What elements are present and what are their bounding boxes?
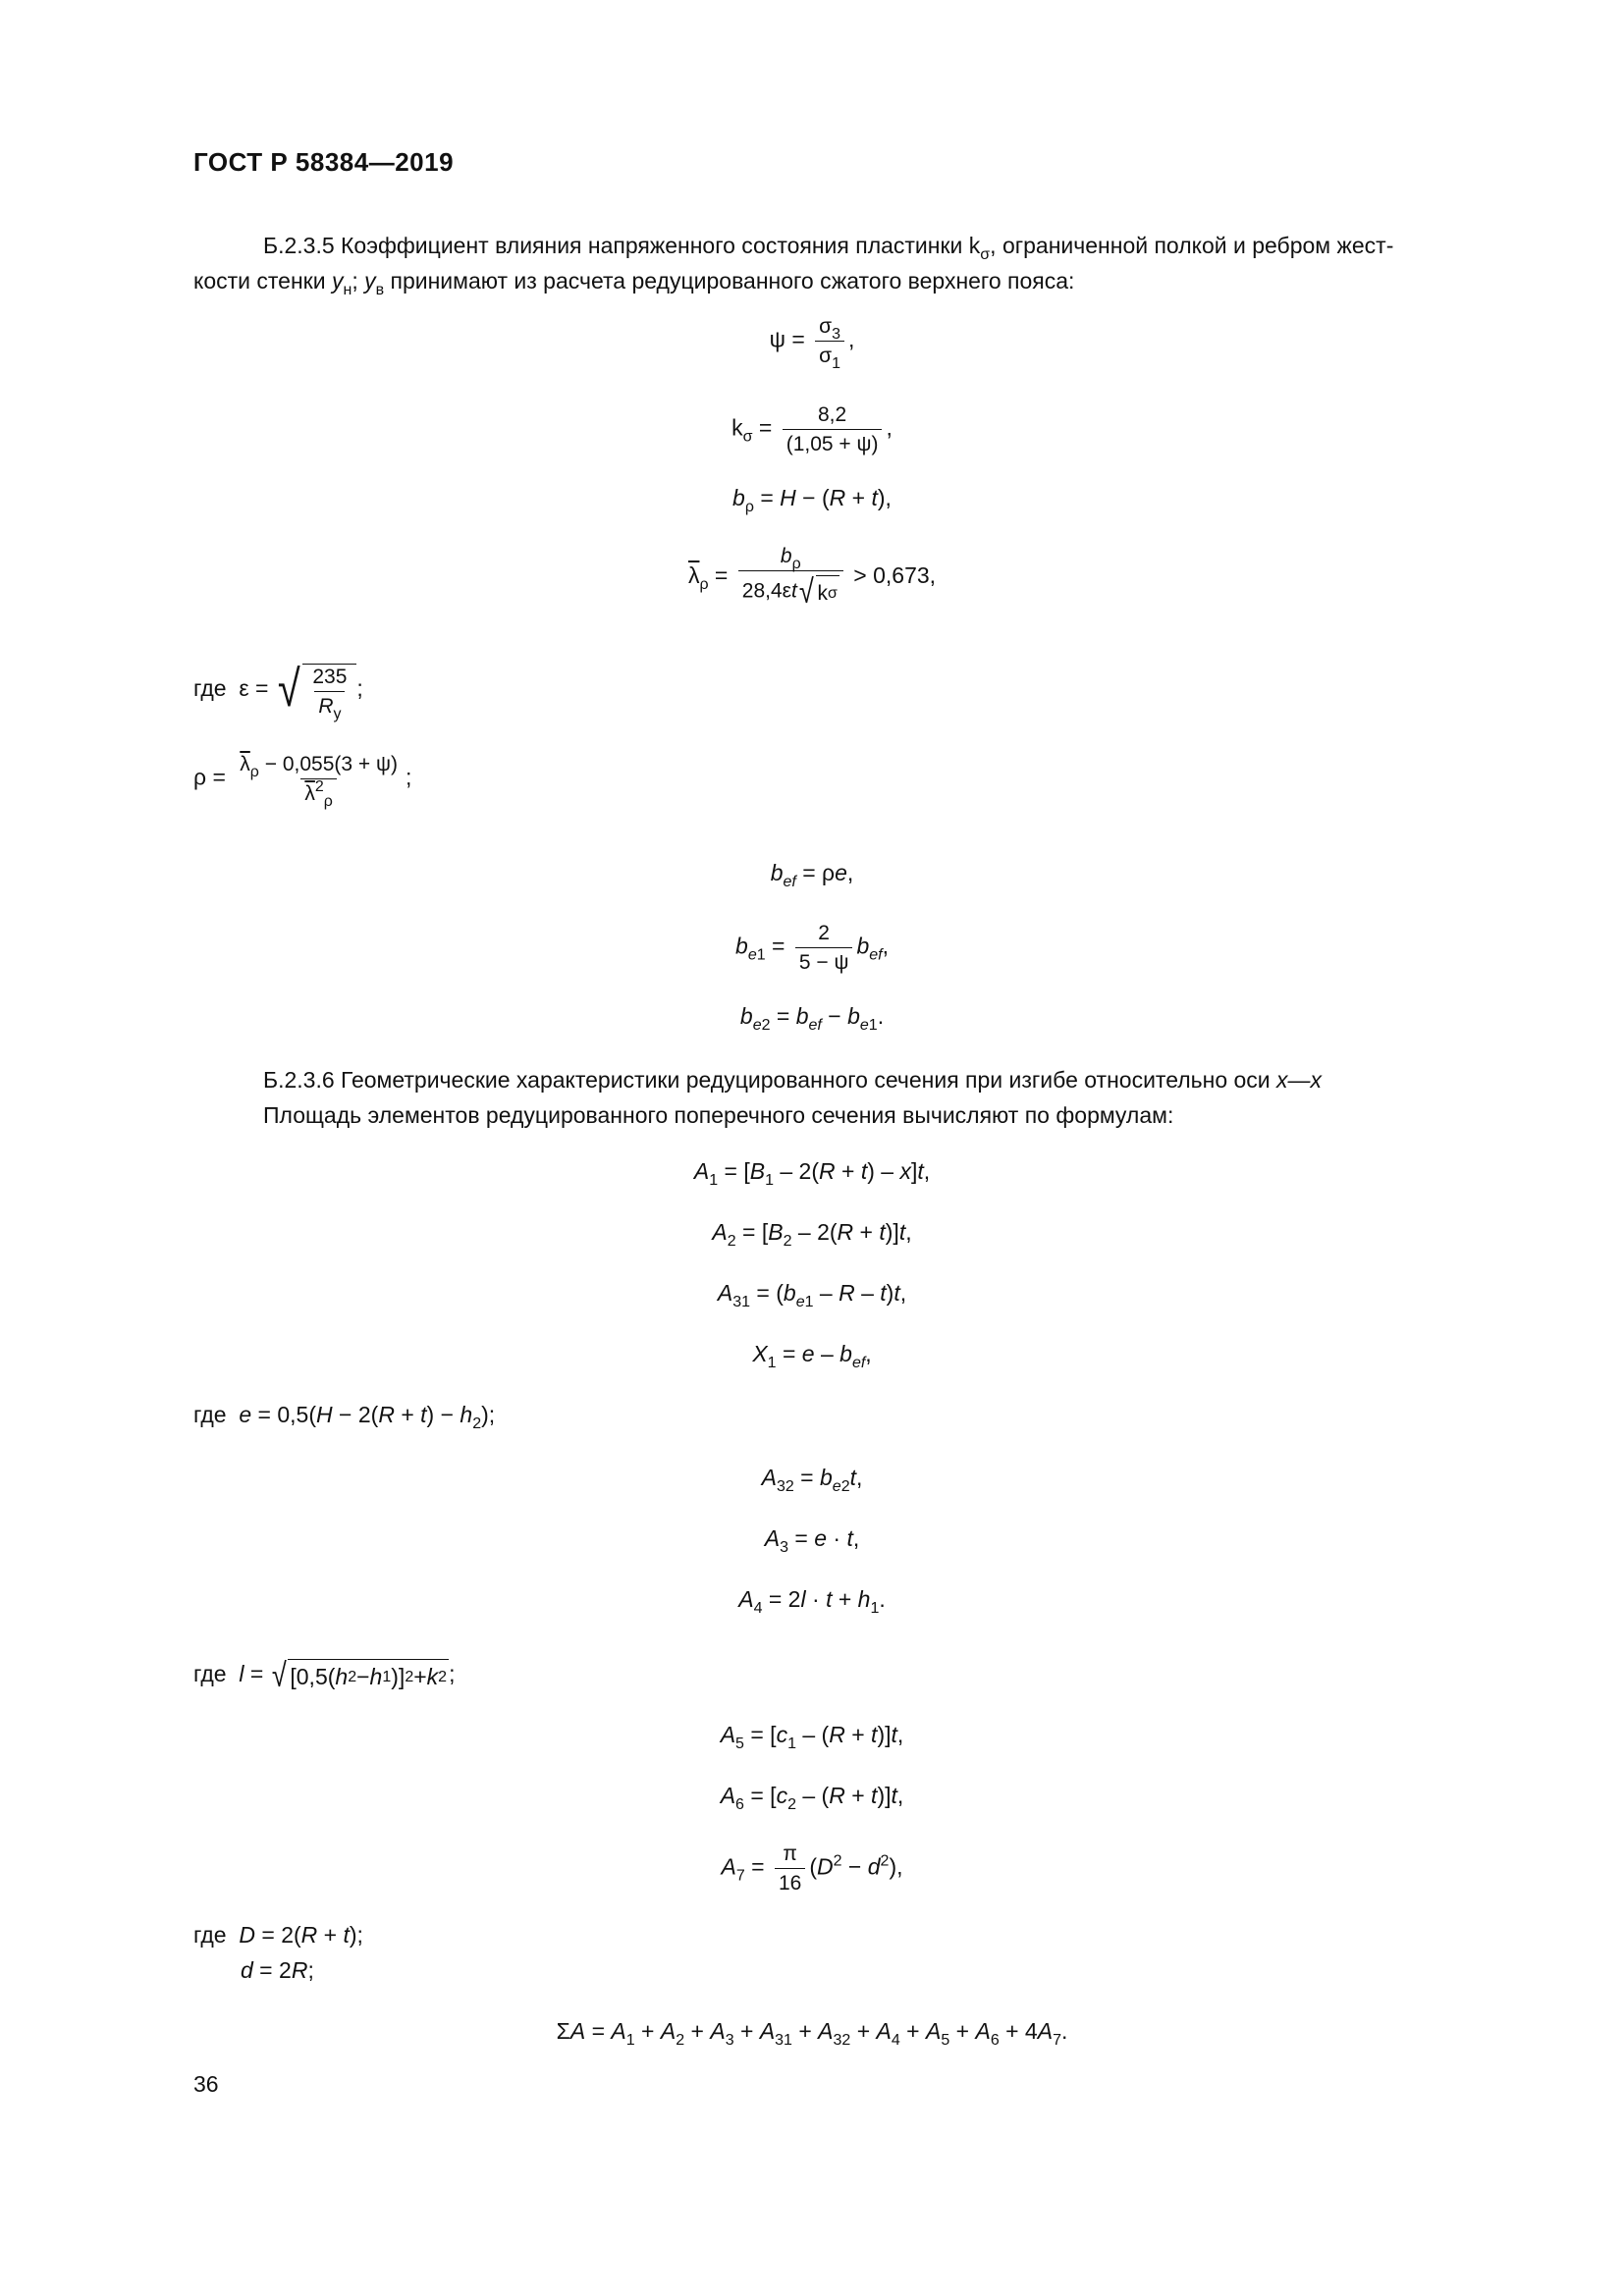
page-number: 36 <box>193 2071 219 2097</box>
formula-sum-a: $\Sigma A = A_1 + A_2 + A_3 + A_{31} + A_{32} + A_4 + A_5 + A_6 + 4A_7$. <box>556 2018 1068 2049</box>
formula-a6: $A_6 = [c_2 - (R + t)]t$, <box>720 1783 904 1813</box>
formula-a3: $A_3 = e \cdot t$, <box>764 1525 860 1556</box>
formula-l: где l = √ [0,5( h 2 − h 1 )] 2 + k 2 ; <box>193 1657 456 1694</box>
formula-b-ef: $b_{ef} = \rho e$, <box>770 860 854 890</box>
formula-a32: $A_{32} = b_{e2}t$, <box>761 1465 863 1495</box>
formula-psi: ψ = $\frac{\sigma_3}{\sigma_1}$ , <box>769 315 855 372</box>
formula-b-e2: $b_{e2} = b_{ef} - b_{e1}$. <box>739 1003 885 1034</box>
formula-a1: $A_1 = [B_1 - 2(R + t) - x]t$, <box>693 1158 931 1189</box>
formula-x1: $X_1 = e - b_{ef}$, <box>752 1341 872 1371</box>
formula-lambda: $\overline{\lambda}_\rho$ = $b_\rho$ 28,4εt √ k σ > 0,673, <box>687 545 937 611</box>
formula-d-small: d = 2R; <box>241 1957 314 1983</box>
paragraph-b236-line2: Площадь элементов редуцированного поперечного сечения вычисляют по формулам: <box>263 1102 1174 1128</box>
formula-a31: $A_{31} = (b_{e1} - R - t)t$, <box>717 1280 907 1310</box>
formula-k-sigma: $k_\sigma$ = $\frac{8,2}{(1,05 + \psi)}$ , <box>731 403 893 455</box>
paragraph-b235-line2: кости стенки $y_н$; $y_в$ принимают из расчета редуцированного сжатого верхнего пояса: <box>193 268 1075 298</box>
formula-rho: ρ = $\frac{\overline{\lambda}_\rho - 0,055(3 + \psi)}{\overline{\lambda}^2_\rho}$ ; <box>193 753 412 810</box>
formula-b-rho: $b_\rho = H - (R + t)$, <box>732 485 892 515</box>
formula-a2: $A_2 = [B_2 - 2(R + t)]t$, <box>712 1219 912 1250</box>
formula-a7: $A_7$ = $\frac{\pi}{16}$ $(D^2 - d^2)$, <box>721 1842 903 1895</box>
formula-a4: $A_4 = 2l \cdot t + h_1$. <box>738 1586 886 1617</box>
formula-d-big: где D = 2(R + t); <box>193 1922 363 1948</box>
document-header: ГОСТ Р 58384—2019 <box>193 147 455 177</box>
formula-epsilon: где ε = √ $\frac{235}{R_y}$ ; <box>193 661 363 722</box>
paragraph-b235-line1: Б.2.3.5 Коэффициент влияния напряженного состояния пластинки $k_\sigma$, ограниченной полкой и ребром жест- <box>263 233 1394 263</box>
formula-a5: $A_5 = [c_1 - (R + t)]t$, <box>720 1722 904 1752</box>
formula-e: где $e = 0,5(H - 2(R + t) - h_2)$; <box>193 1402 496 1432</box>
formula-b-e1: $b_{e1}$ = $\frac{2}{5 - \psi}$ $b_{ef}$, <box>735 922 889 974</box>
paragraph-b236-line1: Б.2.3.6 Геометрические характеристики редуцированного сечения при изгибе относительно оси x—x <box>263 1067 1323 1093</box>
